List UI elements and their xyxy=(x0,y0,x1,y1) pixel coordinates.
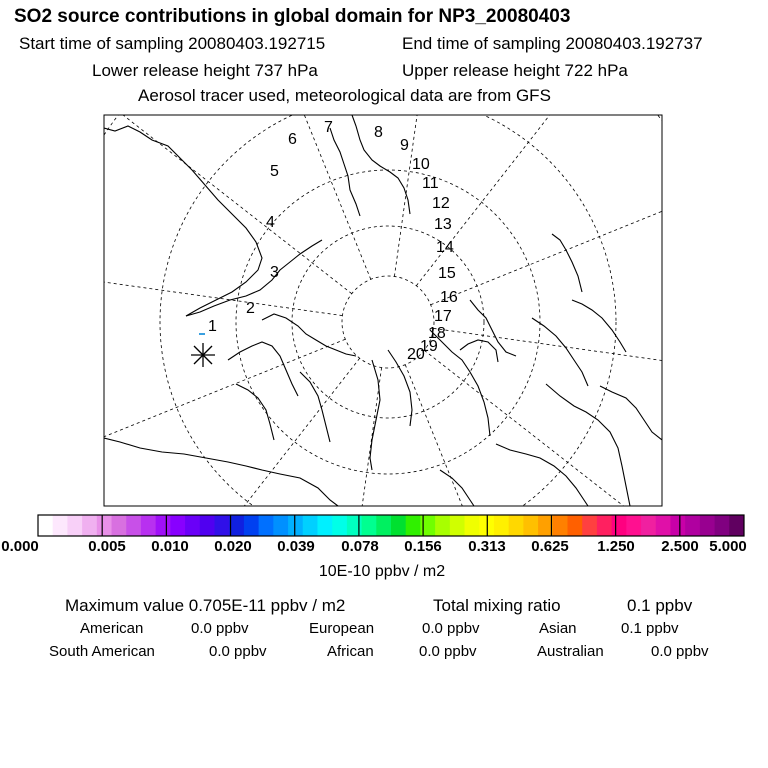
colorbar-cell xyxy=(259,515,274,536)
trajectory-label: 16 xyxy=(440,289,458,306)
colorbar-cell xyxy=(641,515,656,536)
colorbar-cell xyxy=(612,515,627,536)
colorbar-cell xyxy=(715,515,730,536)
colorbar-tick-label: 0.625 xyxy=(531,538,569,555)
colorbar-cell xyxy=(406,515,421,536)
colorbar-tick-label: 0.039 xyxy=(277,538,315,555)
colorbar-cell xyxy=(288,515,303,536)
region-value: 0.1 ppbv xyxy=(621,620,679,637)
trajectory-label: 8 xyxy=(374,124,383,141)
trajectory-label: 1 xyxy=(208,318,217,335)
trajectory-label: 17 xyxy=(434,308,452,325)
colorbar-cell xyxy=(215,515,230,536)
colorbar-cell xyxy=(685,515,700,536)
colorbar-tick-label: 1.250 xyxy=(597,538,635,555)
start-time: Start time of sampling 20080403.192715 xyxy=(19,34,326,53)
colorbar-cell xyxy=(332,515,347,536)
maximum-value: Maximum value 0.705E-11 ppbv / m2 xyxy=(65,596,346,615)
region-name: Asian xyxy=(539,620,577,637)
upper-release-height: Upper release height 722 hPa xyxy=(402,61,628,80)
colorbar-tick-label: 5.000 xyxy=(709,538,747,555)
colorbar-cell xyxy=(568,515,583,536)
trajectory-label: 10 xyxy=(412,156,430,173)
colorbar-cell xyxy=(200,515,215,536)
trajectory-label: 12 xyxy=(432,195,450,212)
colorbar-cell xyxy=(435,515,450,536)
colorbar-cell xyxy=(582,515,597,536)
end-time: End time of sampling 20080403.192737 xyxy=(402,34,703,53)
trajectory-label: 14 xyxy=(436,239,454,256)
region-name: Australian xyxy=(537,643,604,660)
colorbar-cell xyxy=(141,515,156,536)
colorbar-cell xyxy=(391,515,406,536)
region-value: 0.0 ppbv xyxy=(419,643,477,660)
colorbar-cell xyxy=(656,515,671,536)
region-value: 0.0 ppbv xyxy=(209,643,267,660)
colorbar-cell xyxy=(82,515,97,536)
trajectory-label: 13 xyxy=(434,216,452,233)
colorbar-cell xyxy=(53,515,68,536)
colorbar-cell xyxy=(523,515,538,536)
colorbar-cell xyxy=(170,515,185,536)
colorbar-cell xyxy=(670,515,685,536)
trajectory-label: 15 xyxy=(438,265,456,282)
colorbar-cell xyxy=(376,515,391,536)
colorbar-cell xyxy=(509,515,524,536)
region-value: 0.0 ppbv xyxy=(651,643,709,660)
lower-release-height: Lower release height 737 hPa xyxy=(92,61,318,80)
trajectory-label: 20 xyxy=(407,346,425,363)
colorbar-cell xyxy=(729,515,744,536)
colorbar-tick-label: 0.313 xyxy=(468,538,506,555)
colorbar-cell xyxy=(597,515,612,536)
colorbar-cell xyxy=(494,515,509,536)
trajectory-label: 9 xyxy=(400,137,409,154)
region-name: European xyxy=(309,620,375,637)
colorbar-cell xyxy=(97,515,112,536)
colorbar-cell xyxy=(362,515,377,536)
region-name: American xyxy=(80,620,144,637)
colorbar-cell xyxy=(244,515,259,536)
region-value: 0.0 ppbv xyxy=(191,620,249,637)
trajectory-label: 2 xyxy=(246,300,255,317)
colorbar-units: 10E-10 ppbv / m2 xyxy=(318,563,446,580)
trajectory-label: 19 xyxy=(420,338,438,355)
colorbar-cell xyxy=(229,515,244,536)
colorbar-tick-label: 2.500 xyxy=(661,538,699,555)
total-mixing-label: Total mixing ratio xyxy=(433,596,561,615)
colorbar-tick-label: 0.000 xyxy=(1,538,39,555)
colorbar-cell xyxy=(126,515,141,536)
region-value: 0.0 ppbv xyxy=(422,620,480,637)
colorbar-cell xyxy=(465,515,480,536)
colorbar-cell xyxy=(273,515,288,536)
colorbar-cell xyxy=(700,515,715,536)
colorbar-tick-label: 0.156 xyxy=(404,538,442,555)
colorbar-cell xyxy=(38,515,53,536)
trajectory-label: 4 xyxy=(266,214,275,231)
page-title: SO2 source contributions in global domain for NP3_20080403 xyxy=(14,6,571,27)
region-name: African xyxy=(327,643,374,660)
colorbar-cell xyxy=(626,515,641,536)
trajectory-label: 11 xyxy=(422,175,439,192)
colorbar-tick-label: 0.005 xyxy=(88,538,126,555)
colorbar-cell xyxy=(347,515,362,536)
colorbar-tick-label: 0.020 xyxy=(214,538,252,555)
trajectory-label: 18 xyxy=(428,325,446,342)
tracer-note: Aerosol tracer used, meteorological data are from GFS xyxy=(138,86,551,105)
trajectory-label: 3 xyxy=(270,264,279,281)
trajectory-label: 6 xyxy=(288,131,297,148)
colorbar-cell xyxy=(303,515,318,536)
colorbar-tick-label: 0.010 xyxy=(151,538,189,555)
colorbar-cell xyxy=(67,515,82,536)
region-name: South American xyxy=(49,643,155,660)
trajectory-label: 7 xyxy=(324,119,333,136)
colorbar-cell xyxy=(450,515,465,536)
colorbar-cell xyxy=(156,515,171,536)
colorbar-tick-label: 0.078 xyxy=(341,538,379,555)
colorbar-cell xyxy=(112,515,127,536)
trajectory-label: 5 xyxy=(270,163,279,180)
colorbar-cell xyxy=(185,515,200,536)
colorbar-cell xyxy=(317,515,332,536)
total-mixing-value: 0.1 ppbv xyxy=(627,596,693,615)
colorbar-cell xyxy=(553,515,568,536)
